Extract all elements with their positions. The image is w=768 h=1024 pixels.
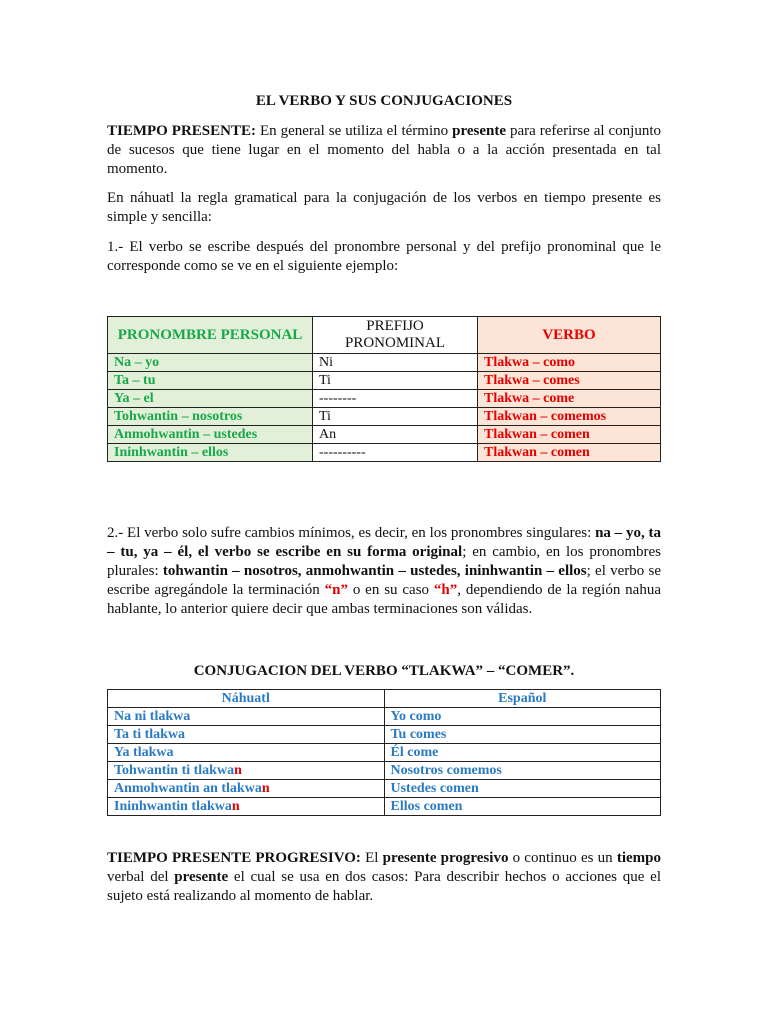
table-row xyxy=(108,426,661,444)
paragraph-rule-2 xyxy=(107,524,661,619)
table-row xyxy=(108,744,661,762)
table-row xyxy=(108,798,661,816)
table-row xyxy=(108,726,661,744)
cell-prefix: Ni xyxy=(313,354,478,372)
table-row xyxy=(108,708,661,726)
cell-prefix: ---------- xyxy=(313,444,478,462)
text: , dependiendo de la región nahua hablante, lo anterior quiere decir que ambas terminaciones son válidas. xyxy=(107,582,661,617)
ending-n: “n” xyxy=(324,582,348,598)
cell-espanol: Nosotros comemos xyxy=(384,762,661,780)
table-header-row xyxy=(108,690,661,708)
nahuatl-suffix: n xyxy=(234,762,242,778)
cell-nahuatl xyxy=(108,798,385,816)
table-row xyxy=(108,408,661,426)
pronoun-table xyxy=(107,316,661,462)
table-row xyxy=(108,780,661,798)
text: el cual se usa en dos casos: Para describir hechos o acciones que el sujeto está realizando al momento de hablar. xyxy=(107,869,661,904)
paragraph-rule-1: 1.- El verbo se escribe después del pronombre personal y del prefijo pronominal que le corresponde como se ve en el siguiente ejemplo: xyxy=(107,239,661,274)
cell-nahuatl xyxy=(108,744,385,762)
text: o continuo es un xyxy=(508,850,617,866)
singular-pronouns: na – yo, ta – tu, ya – él, el verbo se escribe en su forma original xyxy=(107,525,661,560)
cell-pronoun: Na – yo xyxy=(108,354,313,372)
header-prefijo: PREFIJO PRONOMINAL xyxy=(313,317,478,354)
cell-pronoun: Tohwantin – nosotros xyxy=(108,408,313,426)
cell-espanol: Ustedes comen xyxy=(384,780,661,798)
nahuatl-suffix: n xyxy=(261,780,270,796)
text: o en su caso xyxy=(347,582,434,598)
table-row xyxy=(108,390,661,408)
cell-verb: Tlakwa – come xyxy=(478,390,661,408)
conjugation-table xyxy=(107,689,661,816)
term-tiempo: tiempo xyxy=(616,850,661,866)
header-verbo: VERBO xyxy=(478,317,661,354)
cell-pronoun: Ta – tu xyxy=(108,372,313,390)
table-header-row xyxy=(108,317,661,354)
table-row xyxy=(108,762,661,780)
cell-nahuatl xyxy=(108,780,385,798)
table-row xyxy=(108,444,661,462)
text: verbal del xyxy=(107,869,175,885)
text: En general se utiliza el término xyxy=(256,123,453,139)
cell-pronoun: Ininhwantin – ellos xyxy=(108,444,313,462)
nahuatl-text: Ya tlakwa xyxy=(114,744,174,760)
cell-prefix: -------- xyxy=(313,390,478,408)
nahuatl-text: Ininhwantin tlakwa xyxy=(114,798,232,814)
cell-espanol: Él come xyxy=(384,744,661,762)
page-title: EL VERBO Y SUS CONJUGACIONES xyxy=(255,93,513,109)
nahuatl-text: Anmohwantin an tlakwa xyxy=(114,780,262,796)
section-title-conjugation: CONJUGACION DEL VERBO “TLAKWA” – “COMER”. xyxy=(193,663,575,679)
table-row xyxy=(108,354,661,372)
paragraph-present-progressive xyxy=(107,849,661,906)
cell-prefix: Ti xyxy=(313,372,478,390)
text: 2.- El verbo solo sufre cambios mínimos, es decir, en los pronombres singulares: xyxy=(107,525,596,541)
cell-verb: Tlakwan – comemos xyxy=(478,408,661,426)
cell-verb: Tlakwan – comen xyxy=(478,444,661,462)
paragraph-rule: En náhuatl la regla gramatical para la conjugación de los verbos en tiempo presente es simple y sencilla: xyxy=(107,190,661,225)
cell-verb: Tlakwa – como xyxy=(478,354,661,372)
cell-nahuatl xyxy=(108,726,385,744)
ending-h: “h” xyxy=(433,582,458,598)
header-nahuatl: Náhuatl xyxy=(108,690,385,708)
header-pronombre: PRONOMBRE PERSONAL xyxy=(108,317,313,354)
progressive-label: TIEMPO PRESENTE PROGRESIVO: xyxy=(107,850,361,866)
header-espanol: Español xyxy=(384,690,661,708)
cell-espanol: Ellos comen xyxy=(384,798,661,816)
cell-nahuatl xyxy=(108,762,385,780)
nahuatl-suffix: n xyxy=(231,798,240,814)
nahuatl-text: Na ni tlakwa xyxy=(114,708,191,724)
term-presente: presente xyxy=(174,869,229,885)
cell-nahuatl xyxy=(108,708,385,726)
cell-pronoun: Ya – el xyxy=(108,390,313,408)
term-presente: presente xyxy=(452,123,506,139)
cell-prefix: An xyxy=(313,426,478,444)
cell-pronoun: Anmohwantin – ustedes xyxy=(108,426,313,444)
cell-verb: Tlakwa – comes xyxy=(478,372,661,390)
text: El xyxy=(360,850,383,866)
plural-pronouns: tohwantin – nosotros, anmohwantin – ustedes, ininhwantin – ellos xyxy=(162,563,587,579)
table-row xyxy=(108,372,661,390)
text: ; el verbo se escribe agregándole la terminación xyxy=(107,563,661,598)
paragraph-present-definition xyxy=(107,122,661,179)
cell-espanol: Tu comes xyxy=(384,726,661,744)
term-presente-progresivo: presente progresivo xyxy=(382,850,509,866)
nahuatl-text: Ta ti tlakwa xyxy=(114,726,186,742)
nahuatl-text: Tohwantin ti tlakwa xyxy=(114,762,235,778)
text: para referirse al conjunto de sucesos que tiene lugar en el momento del habla o a la acción presentada en tal momento. xyxy=(107,123,661,177)
cell-prefix: Ti xyxy=(313,408,478,426)
cell-espanol: Yo como xyxy=(384,708,661,726)
cell-verb: Tlakwan – comen xyxy=(478,426,661,444)
text: ; en cambio, en los pronombres plurales: xyxy=(107,544,661,579)
present-label: TIEMPO PRESENTE: xyxy=(107,123,256,139)
